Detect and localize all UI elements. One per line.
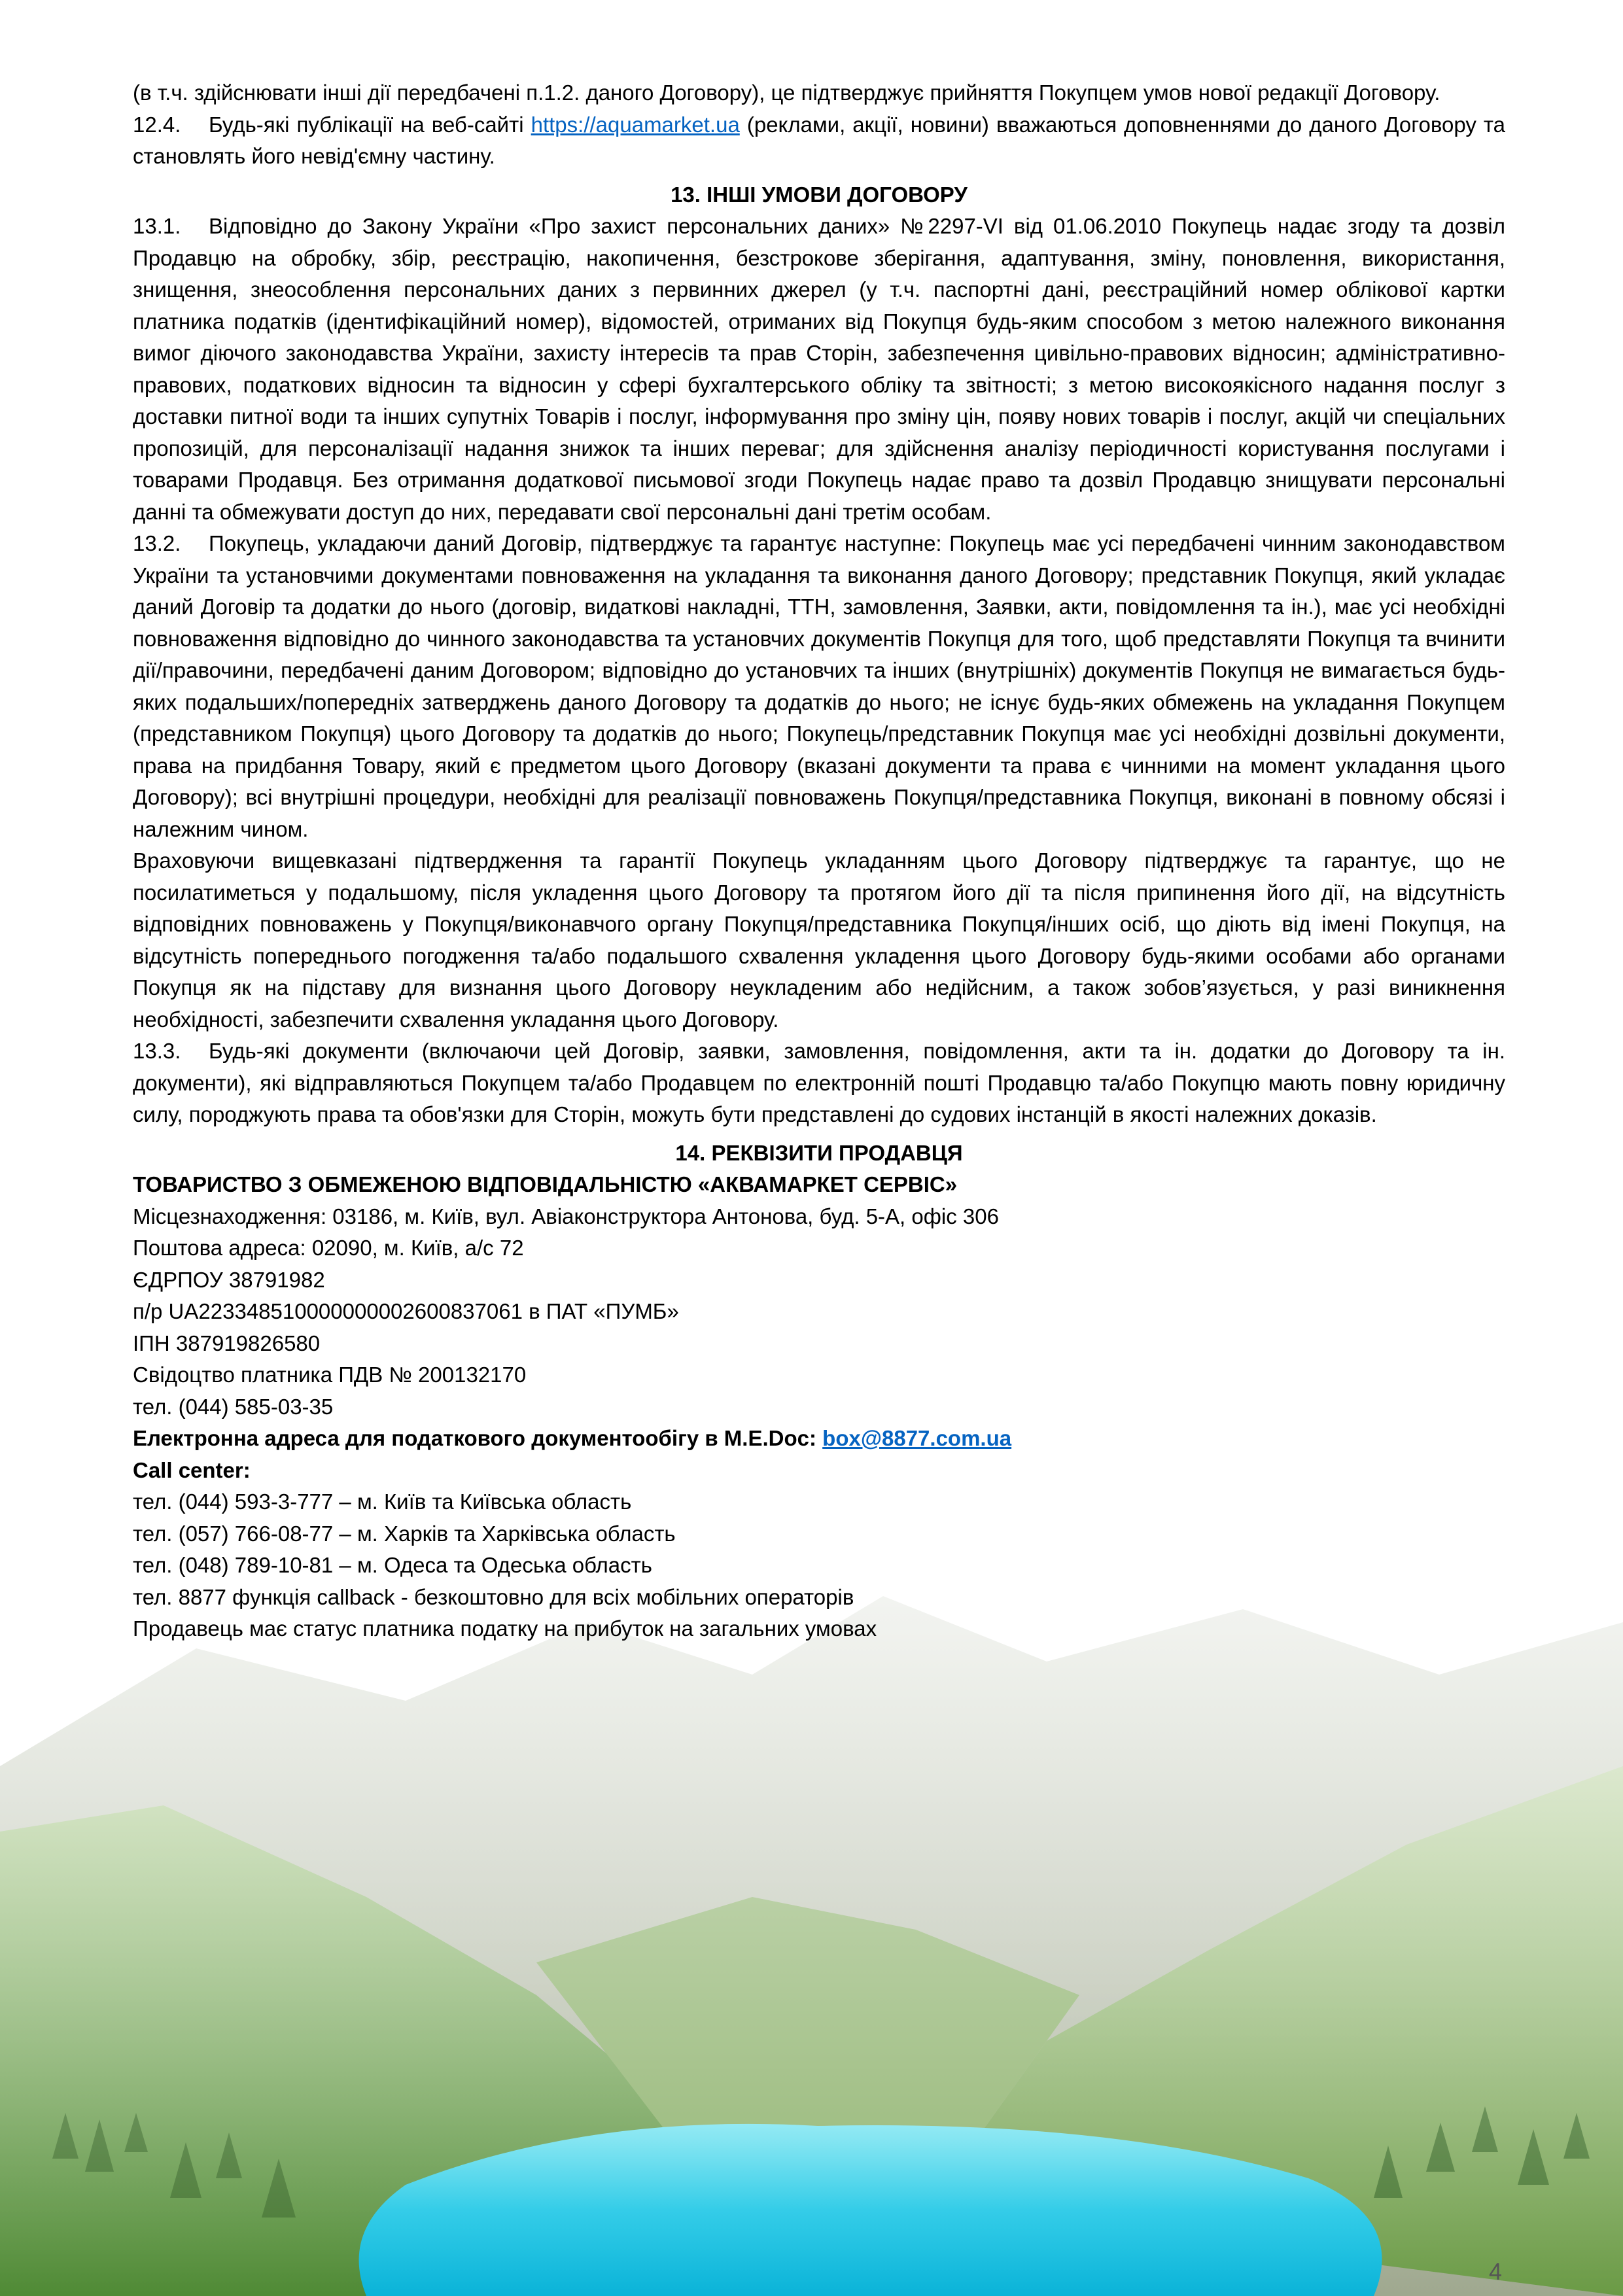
section-14-title: 14. РЕКВІЗИТИ ПРОДАВЦЯ [675, 1140, 963, 1165]
call-center-phone-kharkiv: тел. (057) 766-08-77 – м. Харків та Харківська область [133, 1521, 676, 1546]
clause-number: 13.2. [133, 531, 181, 555]
seller-vat-certificate: Свідоцтво платника ПДВ № 200132170 [133, 1363, 527, 1387]
seller-phone: тел. (044) 585-03-35 [133, 1394, 334, 1419]
seller-company-name: ТОВАРИСТВО З ОБМЕЖЕНОЮ ВІДПОВІДАЛЬНІСТЮ «АКВАМАРКЕТ СЕРВІС» [133, 1172, 958, 1196]
page-number: 4 [1489, 2258, 1503, 2285]
clause-number: 12.4. [133, 112, 181, 137]
call-center-phone-kyiv: тел. (044) 593-3-777 – м. Київ та Київська область [133, 1489, 632, 1514]
seller-tax-status: Продавець має статус платника податку на прибуток на загальних умовах [133, 1616, 877, 1641]
call-center-phone-odesa: тел. (048) 789-10-81 – м. Одеса та Одеська область [133, 1553, 652, 1577]
paragraph-13-1: 13.1. Відповідно до Закону України «Про захист персональних даних» №2297-VI від 01.06.2010 Покупець надає згоду та дозвіл Продавцю на обробку, збір, реєстрацію, накопичення, безстрокове зберігання, адаптування, зміну, поновлення, використання, знищення, знеособлення персональних даних з первинних джерел (у т.ч. паспортні дані, реєстраційний номер облікової картки платника податків (ідентифікаційний номер), відомостей, отриманих від Покупця будь-яким способом з метою належного виконання вимог діючого законодавства України, захисту інтересів та прав Сторін, забезпечення цивільно-правових відносин; адміністративно-правових, податкових відносин та відносин у сфері бухгалтерського обліку та звітності; з метою високоякісного надання послуг з доставки питної води та інших супутніх Товарів і послуг, інформування про зміну цін, появу нових товарів і послуг, акцій чи спеціальних пропозицій, для персоналізації надання знижок та інших переваг; для здійснення аналізу періодичності користування послугами і товарами Продавця. Без отримання додаткової письмової згоди Покупець надає право та дозвіл Продавцю знищувати персональні данні та обмежувати доступ до них, передавати свої персональні дані третім особам. [133, 211, 1505, 528]
paragraph-13-2: 13.2. Покупець, укладаючи даний Договір, підтверджує та гарантує наступне: Покупець має усі передбачені чинним законодавством України та установчими документами повноваження на укладання та виконання даного Договору; представник Покупця, який укладає даний Договір та додатки до нього (договір, видаткові накладні, ТТН, замовлення, Заявки, акти, повідомлення та ін.), має усі необхідні повноваження відповідно до чинного законодавства та установчих документів Покупця для того, щоб представляти Покупця та вчинити дії/правочини, передбачені даним Договором; відповідно до установчих та інших (внутрішніх) документів Покупця не вимагається будь-яких подальших/попередніх затверджень даного Договору та додатків до нього; не існує будь-яких обмежень на укладання Покупцем (представником Покупця) цього Договору та додатків до нього; Покупець/представник Покупця має усі необхідні дозвільні документи, права на придбання Товару, який є предметом цього Договору (вказані документи та права є чинними на момент укладання цього Договору); всі внутрішні процедури, необхідні для реалізації повноважень Покупця/представника Покупця, виконані в повному обсязі і належним чином. [133, 528, 1505, 845]
seller-edrpou: ЄДРПОУ 38791982 [133, 1267, 325, 1292]
call-center-label: Call center: [133, 1457, 251, 1482]
seller-edoc-line: Електронна адреса для податкового документообігу в M.E.Doc: box@8877.com.ua [133, 1426, 1012, 1450]
section-13-title: 13. ІНШІ УМОВИ ДОГОВОРУ [671, 182, 968, 207]
call-center-callback: тел. 8877 функція callback - безкоштовно для всіх мобільних операторів [133, 1584, 854, 1609]
clause-number: 13.3. [133, 1039, 181, 1063]
paragraph-13-2-guarantees: Враховуючи вищевказані підтвердження та гарантії Покупець укладанням цього Договору підтверджує та гарантує, що не посилатиметься у подальшому, після укладення цього Договору та протягом його дії та після припинення його дії, на відсутність відповідних повноважень у Покупця/виконавчого органу Покупця/представника Покупця/інших осіб, що діють від імені Покупця, на відсутність попереднього погодження та/або подальшого схвалення укладення цього Договору будь-якими особами або органами Покупця як на підставу для визнання цього Договору неукладеним або недійсним, а також зобов’язується, у разі виникнення необхідності, забезпечити схвалення укладання цього Договору. [133, 848, 1505, 1032]
paragraph-13-3: 13.3. Будь-які документи (включаючи цей Договір, заявки, замовлення, повідомлення, акти та ін. додатки до Договору та ін. документи), які відправляються Покупцем та/або Продавцем по електронній пошті Продавцю та/або Покупцю мають повну юридичну силу, породжують права та обов'язки для Сторін, можуть бути представлені до судових інстанцій в якості належних доказів. [133, 1035, 1505, 1131]
paragraph-12-3-continued: (в т.ч. здійснювати інші дії передбачені п.1.2. даного Договору), це підтверджує прийняття Покупцем умов нової редакції Договору. [133, 80, 1440, 105]
seller-ipn: ІПН 387919826580 [133, 1331, 321, 1355]
seller-postal-address: Поштова адреса: 02090, м. Київ, а/с 72 [133, 1236, 524, 1260]
edoc-email-link[interactable]: box@8877.com.ua [822, 1426, 1012, 1450]
paragraph-12-4: 12.4. Будь-які публікації на веб-сайті https://aquamarket.ua (реклами, акції, новини) вважаються доповненнями до даного Договору та становлять його невід'ємну частину. [133, 109, 1505, 173]
document-body [133, 77, 1505, 1645]
clause-number: 13.1. [133, 214, 181, 238]
website-link[interactable]: https://aquamarket.ua [531, 112, 740, 137]
seller-bank-account: п/р UA223348510000000002600837061 в ПАТ «ПУМБ» [133, 1299, 679, 1323]
seller-address: Місцезнаходження: 03186, м. Київ, вул. Авіаконструктора Антонова, буд. 5-А, офіс 306 [133, 1204, 999, 1228]
